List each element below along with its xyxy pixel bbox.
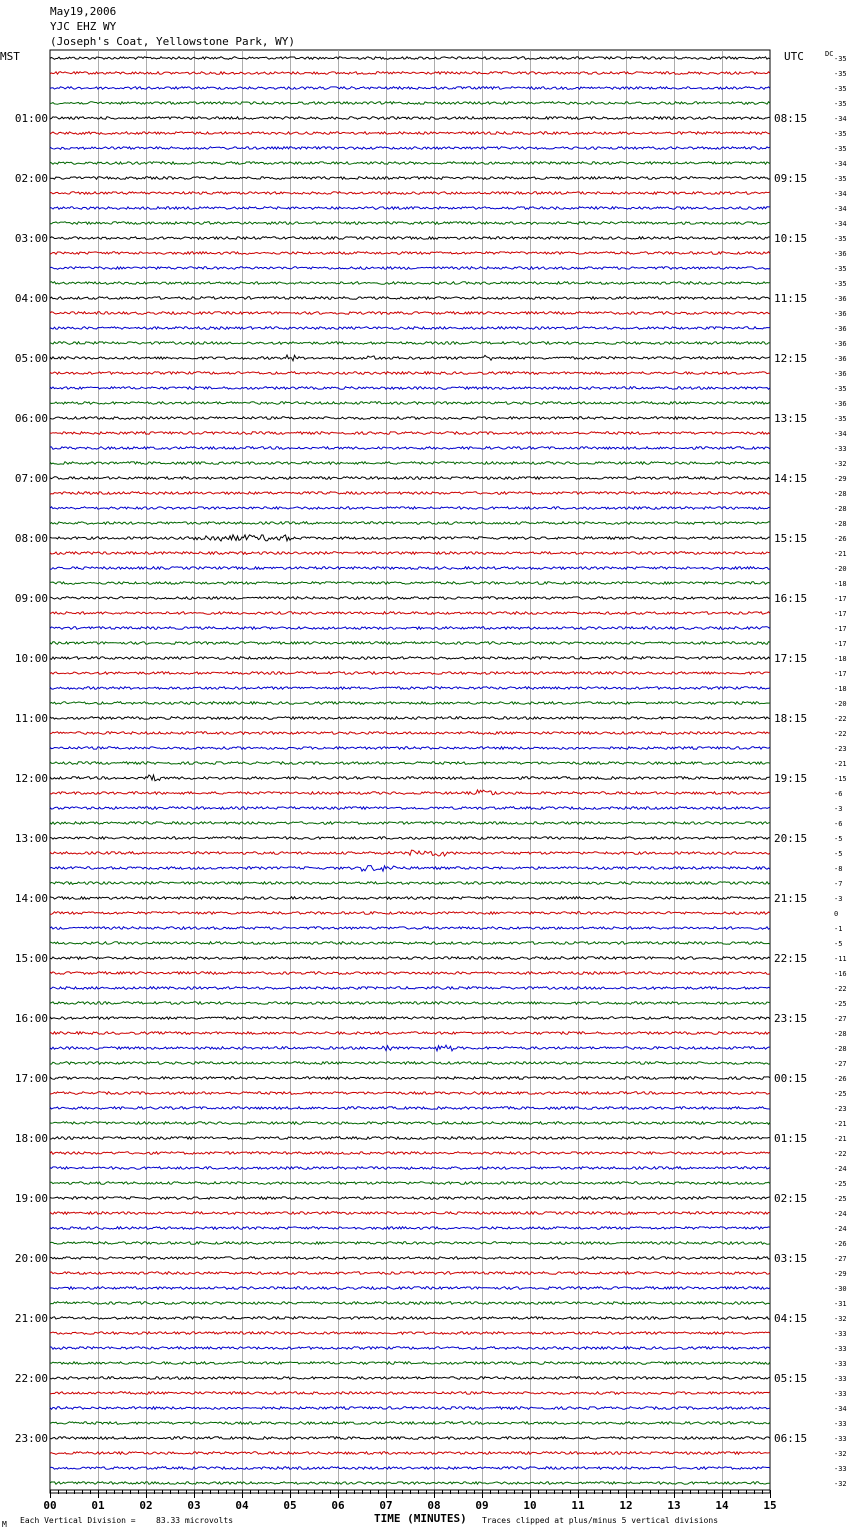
dc-offset-label: -24: [834, 1210, 847, 1218]
dc-offset-label: -6: [834, 820, 843, 828]
dc-offset-label: -35: [834, 145, 847, 153]
trace-line: [50, 957, 770, 960]
dc-offset-label: -23: [834, 1105, 847, 1113]
x-axis-title: TIME (MINUTES): [374, 1512, 467, 1525]
trace-line: [50, 387, 770, 390]
x-tick-label: 00: [43, 1499, 57, 1512]
right-hour-label: 12:15: [774, 352, 808, 365]
trace-line: [50, 1212, 770, 1215]
x-tick-label: 04: [235, 1499, 249, 1512]
trace-line: [50, 837, 770, 840]
trace-line: [50, 282, 770, 285]
dc-offset-label: -34: [834, 205, 847, 213]
dc-offset-label: -3: [834, 805, 843, 813]
x-tick-label: 02: [139, 1499, 153, 1512]
trace-line: [50, 552, 770, 555]
trace-line: [50, 1407, 770, 1410]
trace-line: [50, 1077, 770, 1080]
dc-offset-label: -11: [834, 955, 847, 963]
left-hour-label: 21:00: [14, 1312, 48, 1325]
dc-offset-label: -33: [834, 445, 847, 453]
dc-offset-label: -35: [834, 70, 847, 78]
trace-line: [50, 432, 770, 435]
trace-line: [50, 850, 770, 856]
right-hour-label: 23:15: [774, 1012, 808, 1025]
right-hour-label: 08:15: [774, 112, 808, 125]
trace-line: [50, 1302, 770, 1305]
trace-line: [50, 1032, 770, 1035]
dc-offset-label: -22: [834, 985, 847, 993]
left-hour-label: 15:00: [14, 952, 48, 965]
trace-line: [50, 897, 770, 900]
left-hour-label: 19:00: [14, 1192, 48, 1205]
left-timezone-label: MST: [0, 50, 20, 63]
dc-offset-label: -32: [834, 1480, 847, 1488]
trace-line: [50, 252, 770, 255]
x-tick-label: 07: [379, 1499, 393, 1512]
dc-offset-label: -8: [834, 865, 843, 873]
right-hour-label: 20:15: [774, 832, 808, 845]
dc-offset-label: -27: [834, 1015, 847, 1023]
trace-line: [50, 762, 770, 765]
trace-line: [50, 1422, 770, 1425]
right-timezone-label: UTC: [784, 50, 804, 63]
dc-offset-label: -28: [834, 1045, 847, 1053]
right-hour-label: 19:15: [774, 772, 808, 785]
x-tick-label: 14: [715, 1499, 729, 1512]
dc-offset-label: -25: [834, 1195, 847, 1203]
trace-line: [50, 1482, 770, 1485]
trace-line: [50, 1272, 770, 1275]
trace-line: [50, 1122, 770, 1125]
trace-line: [50, 132, 770, 135]
trace-line: [50, 372, 770, 375]
trace-line: [50, 162, 770, 165]
dc-offset-label: -24: [834, 1165, 847, 1173]
trace-line: [50, 1332, 770, 1335]
dc-offset-label: -25: [834, 1180, 847, 1188]
dc-offset-label: -26: [834, 1240, 847, 1248]
trace-line: [50, 1137, 770, 1140]
dc-offset-label: -21: [834, 1120, 847, 1128]
left-hour-label: 09:00: [14, 592, 48, 605]
dc-offset-label: -27: [834, 1255, 847, 1263]
trace-line: [50, 1107, 770, 1110]
left-hour-label: 11:00: [14, 712, 48, 725]
right-hour-label: 10:15: [774, 232, 808, 245]
dc-offset-label: -36: [834, 250, 847, 258]
dc-offset-label: -20: [834, 565, 847, 573]
trace-line: [50, 732, 770, 735]
right-hour-label: 13:15: [774, 412, 808, 425]
left-hour-label: 22:00: [14, 1372, 48, 1385]
trace-line: [50, 1062, 770, 1065]
dc-offset-label: -7: [834, 880, 843, 888]
trace-line: [50, 717, 770, 720]
trace-line: [50, 57, 770, 60]
dc-offset-label: -17: [834, 670, 847, 678]
dc-offset-label: -18: [834, 580, 847, 588]
dc-offset-label: -21: [834, 1135, 847, 1143]
trace-line: [50, 882, 770, 885]
right-hour-label: 06:15: [774, 1432, 808, 1445]
division-value: 83.33 microvolts: [156, 1516, 234, 1525]
dc-offset-label: -36: [834, 370, 847, 378]
left-hour-label: 05:00: [14, 352, 48, 365]
trace-line: [50, 102, 770, 105]
right-hour-label: 17:15: [774, 652, 808, 665]
trace-line: [50, 1197, 770, 1200]
dc-offset-label: -28: [834, 490, 847, 498]
dc-offset-label: -23: [834, 745, 847, 753]
dc-offset-label: -33: [834, 1375, 847, 1383]
dc-offset-label: -35: [834, 85, 847, 93]
x-tick-label: 11: [571, 1499, 585, 1512]
dc-offset-label: -36: [834, 325, 847, 333]
x-tick-label: 06: [331, 1499, 345, 1512]
trace-line: [50, 1287, 770, 1290]
trace-line: [50, 207, 770, 210]
left-hour-label: 08:00: [14, 532, 48, 545]
dc-offset-label: -17: [834, 610, 847, 618]
trace-line: [50, 1242, 770, 1245]
dc-offset-label: -32: [834, 1450, 847, 1458]
left-hour-label: 14:00: [14, 892, 48, 905]
dc-offset-label: -15: [834, 775, 847, 783]
trace-line: [50, 1167, 770, 1170]
header-station: YJC EHZ WY: [50, 20, 117, 33]
left-hour-label: 01:00: [14, 112, 48, 125]
dc-offset-label: -25: [834, 1090, 847, 1098]
dc-offset-label: -34: [834, 430, 847, 438]
left-hour-label: 02:00: [14, 172, 48, 185]
dc-offset-label: -30: [834, 1285, 847, 1293]
x-tick-label: 01: [91, 1499, 105, 1512]
trace-line: [50, 1392, 770, 1395]
right-hour-label: 22:15: [774, 952, 808, 965]
dc-offset-label: -18: [834, 655, 847, 663]
trace-line: [50, 822, 770, 825]
dc-offset-label: -35: [834, 130, 847, 138]
trace-line: [50, 807, 770, 810]
dc-offset-label: -35: [834, 415, 847, 423]
trace-line: [50, 477, 770, 480]
left-hour-label: 23:00: [14, 1432, 48, 1445]
right-hour-label: 04:15: [774, 1312, 808, 1325]
right-hour-label: 11:15: [774, 292, 808, 305]
dc-offset-label: -22: [834, 1150, 847, 1158]
trace-line: [50, 747, 770, 750]
trace-line: [50, 355, 770, 361]
dc-label: DC: [825, 50, 834, 58]
dc-offset-label: -35: [834, 175, 847, 183]
left-hour-label: 18:00: [14, 1132, 48, 1145]
dc-offset-label: -35: [834, 55, 847, 63]
right-hour-label: 01:15: [774, 1132, 808, 1145]
dc-offset-label: -35: [834, 235, 847, 243]
left-hour-label: 12:00: [14, 772, 48, 785]
dc-offset-label: -34: [834, 190, 847, 198]
dc-offset-label: 0: [834, 910, 839, 918]
trace-line: [50, 237, 770, 240]
trace-line: [50, 117, 770, 120]
trace-line: [50, 1017, 770, 1020]
trace-line: [50, 582, 770, 585]
right-hour-label: 21:15: [774, 892, 808, 905]
dc-offset-label: -22: [834, 715, 847, 723]
trace-line: [50, 87, 770, 90]
trace-line: [50, 192, 770, 195]
trace-line: [50, 222, 770, 225]
trace-line: [50, 1227, 770, 1230]
trace-line: [50, 866, 770, 872]
dc-offset-label: -16: [834, 970, 847, 978]
x-tick-label: 05: [283, 1499, 297, 1512]
dc-offset-label: -31: [834, 1300, 847, 1308]
x-tick-label: 13: [667, 1499, 681, 1512]
trace-line: [50, 627, 770, 630]
dc-offset-label: -24: [834, 1225, 847, 1233]
dc-offset-label: -20: [834, 700, 847, 708]
left-hour-label: 17:00: [14, 1072, 48, 1085]
right-hour-label: 00:15: [774, 1072, 808, 1085]
trace-line: [50, 1317, 770, 1320]
trace-line: [50, 327, 770, 330]
trace-line: [50, 1092, 770, 1095]
trace-line: [50, 1045, 770, 1051]
right-hour-label: 14:15: [774, 472, 808, 485]
left-hour-label: 03:00: [14, 232, 48, 245]
trace-line: [50, 1257, 770, 1260]
trace-line: [50, 597, 770, 600]
dc-offset-label: -36: [834, 400, 847, 408]
dc-offset-label: -34: [834, 1405, 847, 1413]
clip-note: Traces clipped at plus/minus 5 vertical divisions: [482, 1516, 719, 1525]
trace-line: [50, 447, 770, 450]
dc-offset-label: -27: [834, 1060, 847, 1068]
left-hour-label: 20:00: [14, 1252, 48, 1265]
trace-line: [50, 942, 770, 945]
x-tick-label: 12: [619, 1499, 633, 1512]
trace-line: [50, 642, 770, 645]
x-tick-label: 10: [523, 1499, 537, 1512]
dc-offset-label: -36: [834, 355, 847, 363]
trace-line: [50, 402, 770, 405]
x-tick-label: 03: [187, 1499, 201, 1512]
dc-offset-label: -35: [834, 100, 847, 108]
dc-offset-label: -33: [834, 1330, 847, 1338]
header-date: May19,2006: [50, 5, 117, 18]
dc-offset-label: -22: [834, 730, 847, 738]
trace-line: [50, 492, 770, 495]
trace-line: [50, 297, 770, 300]
trace-line: [50, 790, 770, 795]
dc-offset-label: -21: [834, 550, 847, 558]
right-hour-label: 15:15: [774, 532, 808, 545]
x-tick-label: 15: [763, 1499, 777, 1512]
dc-offset-label: -26: [834, 535, 847, 543]
trace-line: [50, 417, 770, 420]
corner-mark: M: [2, 1520, 7, 1529]
right-hour-label: 05:15: [774, 1372, 808, 1385]
dc-offset-label: -17: [834, 595, 847, 603]
trace-line: [50, 1467, 770, 1470]
dc-offset-label: -33: [834, 1420, 847, 1428]
trace-line: [50, 567, 770, 570]
trace-line: [50, 702, 770, 705]
trace-line: [50, 1152, 770, 1155]
left-hour-label: 04:00: [14, 292, 48, 305]
trace-line: [50, 927, 770, 930]
dc-offset-label: -34: [834, 220, 847, 228]
trace-line: [50, 612, 770, 615]
dc-offset-label: -35: [834, 385, 847, 393]
right-hour-label: 16:15: [774, 592, 808, 605]
trace-line: [50, 1362, 770, 1365]
trace-line: [50, 522, 770, 525]
dc-offset-label: -28: [834, 1030, 847, 1038]
trace-line: [50, 987, 770, 990]
trace-line: [50, 1437, 770, 1440]
dc-offset-label: -5: [834, 940, 843, 948]
dc-offset-label: -36: [834, 310, 847, 318]
dc-offset-label: -33: [834, 1465, 847, 1473]
division-label: Each Vertical Division =: [20, 1516, 136, 1525]
trace-line: [50, 507, 770, 510]
trace-line: [50, 687, 770, 690]
left-hour-label: 16:00: [14, 1012, 48, 1025]
trace-line: [50, 1182, 770, 1185]
dc-offset-label: -35: [834, 265, 847, 273]
trace-line: [50, 147, 770, 150]
dc-offset-label: -29: [834, 1270, 847, 1278]
trace-line: [50, 462, 770, 465]
trace-line: [50, 672, 770, 675]
dc-offset-label: -29: [834, 475, 847, 483]
trace-line: [50, 657, 770, 660]
left-hour-label: 06:00: [14, 412, 48, 425]
header-location: (Joseph's Coat, Yellowstone Park, WY): [50, 35, 296, 48]
trace-line: [50, 1002, 770, 1005]
trace-line: [50, 972, 770, 975]
trace-line: [50, 342, 770, 345]
dc-offset-label: -32: [834, 460, 847, 468]
dc-offset-label: -33: [834, 1390, 847, 1398]
trace-line: [50, 1377, 770, 1380]
dc-offset-label: -26: [834, 1075, 847, 1083]
trace-line: [50, 535, 770, 541]
trace-line: [50, 312, 770, 315]
right-hour-label: 09:15: [774, 172, 808, 185]
dc-offset-label: -25: [834, 1000, 847, 1008]
trace-line: [50, 1452, 770, 1455]
dc-offset-label: -35: [834, 280, 847, 288]
dc-offset-label: -33: [834, 1435, 847, 1443]
trace-line: [50, 72, 770, 75]
trace-line: [50, 177, 770, 180]
left-hour-label: 07:00: [14, 472, 48, 485]
dc-offset-label: -18: [834, 685, 847, 693]
left-hour-label: 10:00: [14, 652, 48, 665]
dc-offset-label: -5: [834, 850, 843, 858]
dc-offset-label: -21: [834, 760, 847, 768]
dc-offset-label: -17: [834, 640, 847, 648]
dc-offset-label: -33: [834, 1345, 847, 1353]
dc-offset-label: -34: [834, 115, 847, 123]
dc-offset-label: -28: [834, 520, 847, 528]
dc-offset-label: -36: [834, 340, 847, 348]
trace-line: [50, 267, 770, 270]
x-tick-label: 09: [475, 1499, 489, 1512]
dc-offset-label: -32: [834, 1315, 847, 1323]
dc-offset-label: -36: [834, 295, 847, 303]
dc-offset-label: -28: [834, 505, 847, 513]
dc-offset-label: -17: [834, 625, 847, 633]
trace-line: [50, 1347, 770, 1350]
dc-offset-label: -34: [834, 160, 847, 168]
dc-offset-label: -1: [834, 925, 843, 933]
right-hour-label: 18:15: [774, 712, 808, 725]
right-hour-label: 03:15: [774, 1252, 808, 1265]
dc-offset-label: -5: [834, 835, 843, 843]
dc-offset-label: -6: [834, 790, 843, 798]
trace-line: [50, 912, 770, 915]
dc-offset-label: -3: [834, 895, 843, 903]
trace-line: [50, 775, 770, 781]
right-hour-label: 02:15: [774, 1192, 808, 1205]
x-tick-label: 08: [427, 1499, 441, 1512]
left-hour-label: 13:00: [14, 832, 48, 845]
dc-offset-label: -33: [834, 1360, 847, 1368]
